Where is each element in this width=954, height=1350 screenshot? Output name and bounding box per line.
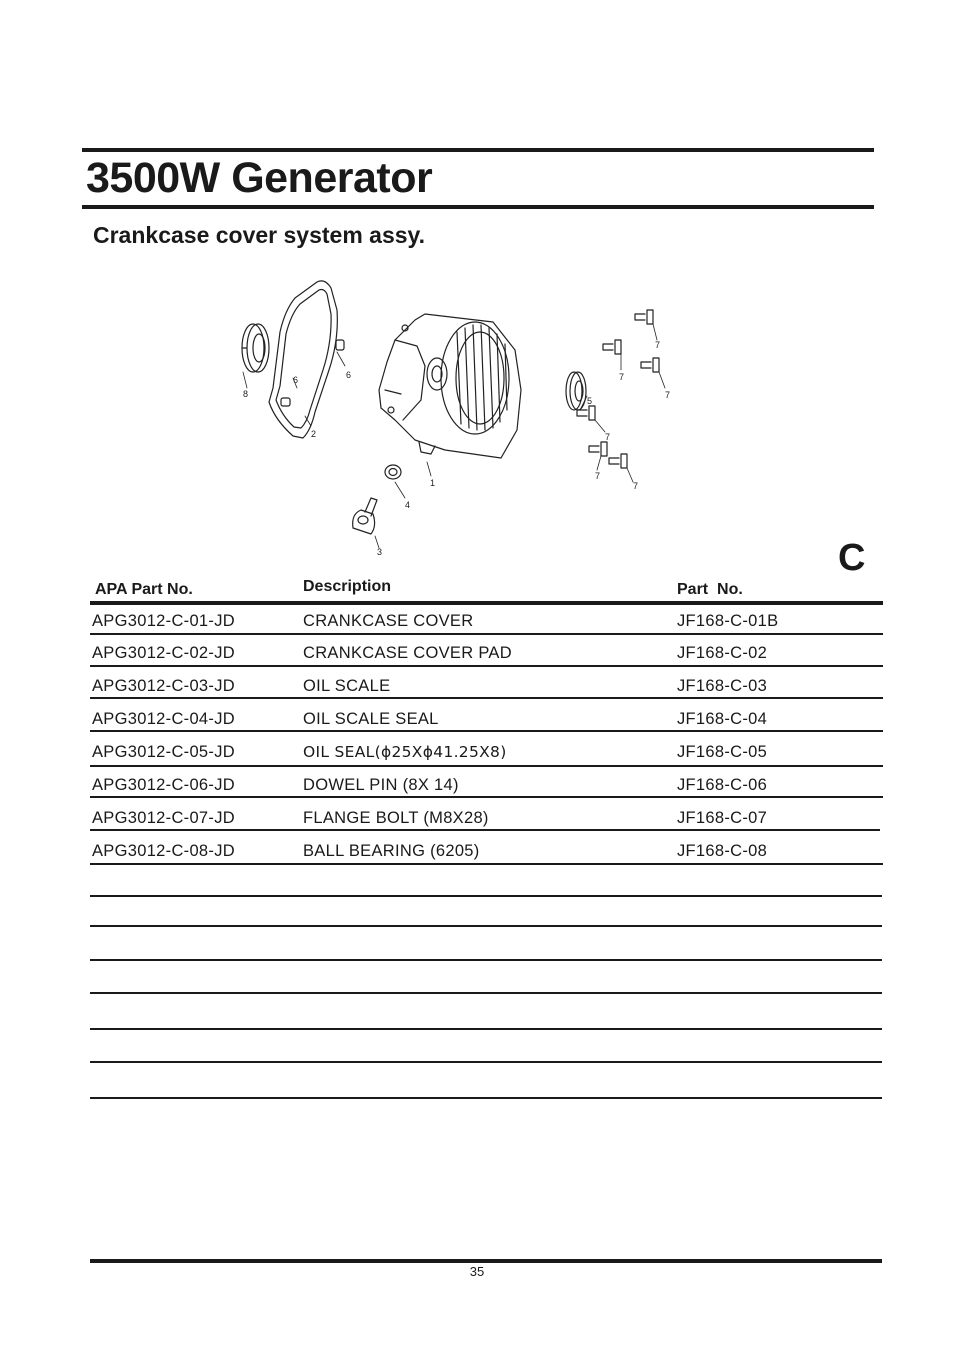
- title-bottom-rule: [82, 205, 874, 209]
- row-divider: [90, 796, 883, 798]
- description: OIL SCALE: [303, 677, 391, 695]
- row-divider: [90, 863, 883, 865]
- empty-row-divider: [90, 992, 882, 994]
- page-number: 35: [469, 1264, 485, 1279]
- ball-bearing-illustration: [242, 324, 269, 372]
- empty-row-divider: [90, 1061, 882, 1063]
- column-header-apa-part-no: APA Part No.: [95, 581, 193, 598]
- apa-part-no: APG3012-C-02-JD: [92, 644, 235, 662]
- callout-6a: 6: [293, 375, 299, 385]
- description: OIL SCALE SEAL: [303, 710, 439, 728]
- empty-row-divider: [90, 959, 882, 961]
- row-divider: [90, 633, 883, 635]
- row-divider: [90, 697, 883, 699]
- description: FLANGE BOLT (M8X28): [303, 809, 489, 827]
- table-header-rule: [90, 601, 883, 605]
- callout-7e: 7: [595, 471, 601, 481]
- part-no: JF168-C-04: [677, 710, 768, 728]
- oil-scale-illustration: [353, 498, 377, 534]
- apa-part-no: APG3012-C-03-JD: [92, 677, 235, 695]
- page-title: 3500W Generator: [86, 154, 433, 202]
- oil-scale-seal-illustration: [385, 465, 401, 479]
- callout-6b: 6: [346, 370, 352, 380]
- part-no: JF168-C-06: [677, 776, 768, 794]
- callout-5: 5: [587, 396, 593, 406]
- column-header-description: Description: [303, 578, 392, 595]
- row-divider: [90, 765, 883, 767]
- row-divider: [90, 665, 883, 667]
- description: CRANKCASE COVER: [303, 612, 474, 630]
- apa-part-no: APG3012-C-01-JD: [92, 612, 235, 630]
- apa-part-no: APG3012-C-05-JD: [92, 743, 235, 761]
- part-no: JF168-C-02: [677, 644, 768, 662]
- apa-part-no: APG3012-C-08-JD: [92, 842, 235, 860]
- apa-part-no: APG3012-C-04-JD: [92, 710, 235, 728]
- callout-4: 4: [405, 500, 411, 510]
- callout-7b: 7: [619, 372, 625, 382]
- flange-bolt-illustration: [577, 310, 659, 468]
- crankcase-cover-illustration: [379, 314, 521, 458]
- column-header-part-no: Part No.: [677, 581, 743, 598]
- row-divider: [90, 829, 880, 831]
- part-no: JF168-C-07: [677, 809, 768, 827]
- callout-8: 8: [243, 389, 249, 399]
- description: CRANKCASE COVER PAD: [303, 644, 512, 662]
- callout-2: 2: [311, 429, 317, 439]
- callout-7c: 7: [665, 390, 671, 400]
- cover-pad-illustration: [269, 281, 337, 438]
- exploded-parts-diagram: [225, 270, 685, 565]
- apa-part-no: APG3012-C-06-JD: [92, 776, 235, 794]
- section-letter: C: [838, 537, 866, 579]
- empty-row-divider: [90, 1097, 882, 1099]
- description: DOWEL PIN (8X 14): [303, 776, 459, 794]
- callout-7d: 7: [605, 432, 611, 442]
- callout-7f: 7: [633, 481, 639, 491]
- description: OIL SEAL(ϕ25Xϕ41.25X8): [303, 743, 507, 761]
- part-no: JF168-C-08: [677, 842, 768, 860]
- callout-3: 3: [377, 547, 383, 557]
- apa-part-no: APG3012-C-07-JD: [92, 809, 235, 827]
- callout-1: 1: [430, 478, 436, 488]
- part-no: JF168-C-03: [677, 677, 768, 695]
- part-no: JF168-C-01B: [677, 612, 779, 630]
- empty-row-divider: [90, 925, 882, 927]
- section-title: Crankcase cover system assy.: [93, 222, 426, 248]
- callout-7a: 7: [655, 340, 661, 350]
- description: BALL BEARING (6205): [303, 842, 480, 860]
- empty-row-divider: [90, 895, 882, 897]
- empty-row-divider: [90, 1028, 882, 1030]
- footer-rule: [90, 1259, 882, 1263]
- part-no: JF168-C-05: [677, 743, 768, 761]
- row-divider: [90, 730, 883, 732]
